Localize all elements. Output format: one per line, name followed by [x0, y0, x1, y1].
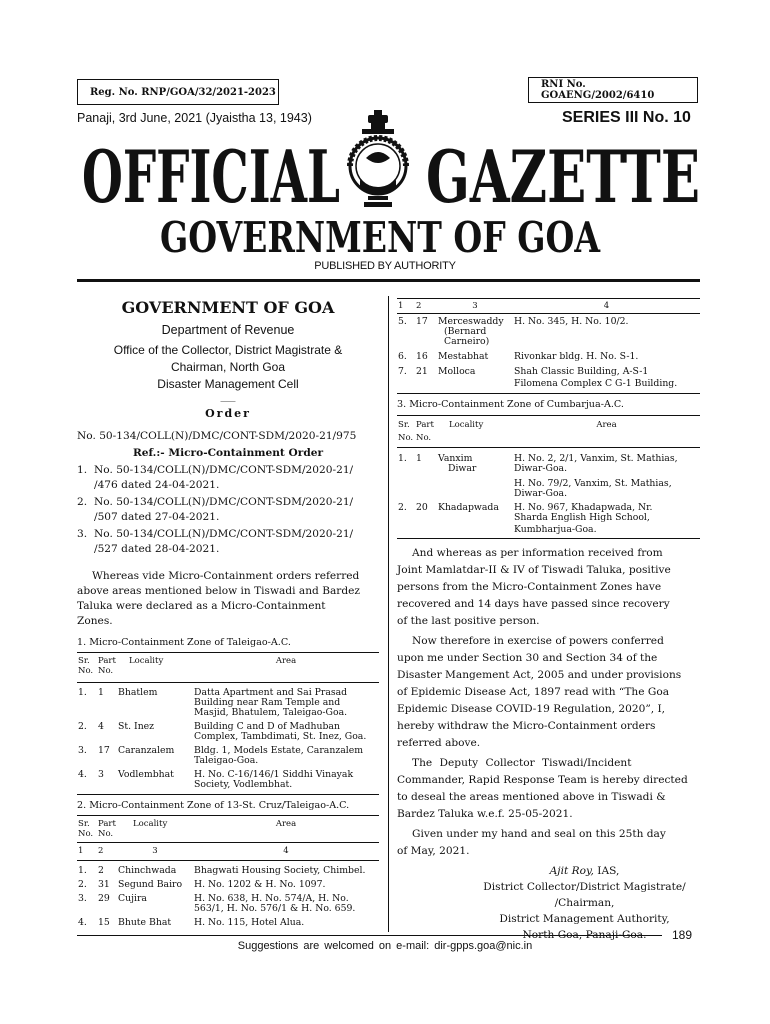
table-row: 5. 17 Merceswaddy (Bernard Carneiro) H. No. 345, H. No. 10/2. — [398, 316, 629, 347]
paragraph-now-therefore: Now therefore in exercise of powers conferred upon me under Section 30 and Section 34 of the Disaster Mangement Act, 2005 and under provisions of Epidemic Disease Act, 1897 read with “The Goa Epidemic Disease COVID-19 Regulation, 2020”, I, hereby withdraw the Micro-Containment orders referred above. — [397, 635, 682, 749]
gov-heading: GOVERNMENT OF GOA — [121, 298, 335, 317]
suggestions-email: Suggestions are welcomed on e-mail: dir-gpps.goa@nic.in — [237, 940, 533, 952]
reference-list — [77, 463, 379, 557]
title-official: OFFICIAL — [82, 134, 340, 219]
department: Department of Revenue — [161, 323, 295, 337]
office-line-1: Office of the Collector, District Magistrate & — [113, 343, 343, 357]
title-gazette: GAZETTE — [426, 134, 700, 219]
header-rule — [77, 279, 700, 282]
zone1-title: 1. Micro-Containment Zone of Taleigao-A.C. — [77, 637, 291, 648]
masthead — [82, 134, 700, 219]
table-row: 2. 31 Segund Bairo H. No. 1202 & H. No. 1097. — [78, 879, 326, 890]
table-row: 2. 20 Khadapwada H. No. 967, Khadapwada, Nr. Sharda English High School, Kumbharjua-Goa. — [398, 502, 653, 535]
paragraph-and-whereas: And whereas as per information received from Joint Mamlatdar-II & IV of Tiswadi Taluka, positive persons from the Micro-Containment Zones have recovered and 14 days have passed since recovery of the last positive person. — [397, 547, 671, 627]
zone2-title: 2. Micro-Containment Zone of 13-St. Cruz/Taleigao-A.C. — [77, 800, 350, 811]
right-column — [397, 298, 700, 943]
reference-heading: Ref.:- Micro-Containment Order — [132, 447, 324, 459]
paragraph-whereas: Whereas vide Micro-Containment orders referred above areas mentioned below in Tiswadi and Bardez Taluka were declared as a Micro-Containment Zones. — [77, 570, 360, 627]
rni-number-box: RNI No. GOAENG/2002/6410 — [528, 77, 698, 103]
table-row: 1. 1 Vanxim Diwar H. No. 2, 2/1, Vanxim, St. Mathias, Diwar-Goa. H. No. 79/2, Vanxim, St. Mathias, Diwar-Goa. — [398, 453, 678, 499]
date-line: Panaji, 3rd June, 2021 (Jyaistha 13, 1943) — [77, 111, 312, 125]
reference-item: 1. No. 50-134/COLL(N)/DMC/CONT-SDM/2020-21/ /476 dated 24-04-2021. — [77, 464, 354, 491]
page-number: 189 — [672, 928, 693, 942]
table-row: 6. 16 Mestabhat Rivonkar bldg. H. No. S-1. — [398, 351, 639, 362]
paragraph-deputy-collector: The Deputy Collector Tiswadi/Incident Commander, Rapid Response Team is hereby directed to deseal the areas mentioned above in Tiswadi & Bardez Taluka w.e.f. 25-05-2021. — [397, 757, 688, 820]
order-heading: Order — [205, 407, 251, 420]
reference-item: 3. No. 50-134/COLL(N)/DMC/CONT-SDM/2020-21/ /527 dated 28-04-2021. — [77, 528, 354, 555]
zone3-title: 3. Micro-Containment Zone of Cumbarjua-A.C. — [397, 399, 624, 410]
table-row: 7. 21 Molloca Shah Classic Building, A-S-1 Filomena Complex C G-1 Building. — [398, 366, 678, 389]
reg-number-box: Reg. No. RNP/GOA/32/2021-2023 — [77, 79, 279, 105]
column-divider — [388, 296, 389, 932]
order-number: No. 50-134/COLL(N)/DMC/CONT-SDM/2020-21/975 — [77, 430, 357, 442]
table-row: 1. 1 Bhatlem Datta Apartment and Sai Prasad Building near Ram Temple and Masjid, Bhatulem, Taleigao-Goa. — [78, 687, 348, 718]
zone3-rows — [397, 454, 700, 535]
zone2-rows — [77, 866, 379, 928]
office-line-3: Disaster Management Cell — [157, 377, 299, 391]
zone2-table: Sr. Part Locality Area No. No. — [78, 819, 297, 839]
footer-rule — [77, 935, 662, 936]
table-row: 4. 3 Vodlembhat H. No. C-16/146/1 Siddhi Vinayak Society, Vodlembhat. — [78, 769, 354, 790]
series-number: SERIES III No. 10 — [562, 109, 691, 126]
table-row: 3. 29 Cujira H. No. 638, H. No. 574/A, H. No. 563/1, H. No. 576/1 & H. No. 659. — [78, 893, 356, 914]
zone2-col-numbers: 1 2 3 4 — [78, 846, 289, 856]
left-column — [77, 296, 379, 928]
reference-item: 2. No. 50-134/COLL(N)/DMC/CONT-SDM/2020-21/ /507 dated 27-04-2021. — [77, 496, 354, 523]
signatory-name: Ajit Roy, — [549, 865, 594, 877]
zone1-table: Sr. Part Locality Area No. No. — [78, 656, 297, 676]
continued-rows — [397, 317, 700, 389]
divider-dash: ___ — [220, 391, 236, 402]
continued-col-numbers: 1 2 3 4 — [398, 301, 610, 311]
subtitle-government-of-goa: GOVERNMENT OF GOA — [160, 213, 602, 262]
table-row: 4. 15 Bhute Bhat H. No. 115, Hotel Alua. — [78, 917, 305, 928]
office-line-2: Chairman, North Goa — [170, 360, 286, 374]
subtitle-banner — [160, 212, 610, 260]
zone1-rows — [77, 688, 379, 790]
paragraph-given-under: Given under my hand and seal on this 25th day of May, 2021. — [397, 828, 666, 857]
zone3-table: Sr. Part Locality Area No. No. — [398, 420, 617, 443]
published-by-authority: PUBLISHED BY AUTHORITY — [314, 260, 456, 272]
table-row: 1. 2 Chinchwada Bhagwati Housing Society, Chimbel. — [78, 865, 366, 876]
table-row: 2. 4 St. Inez Building C and D of Madhuban Complex, Tambdimati, St. Inez, Goa. — [78, 721, 367, 742]
table-row: 3. 17 Caranzalem Bldg. 1, Models Estate, Caranzalem Taleigao-Goa. — [78, 745, 364, 766]
signature-block: Ajit Roy, IAS, District Collector/District Magistrate/ /Chairman, District Management Authority, North Goa, Panaji-Goa. — [483, 865, 686, 941]
